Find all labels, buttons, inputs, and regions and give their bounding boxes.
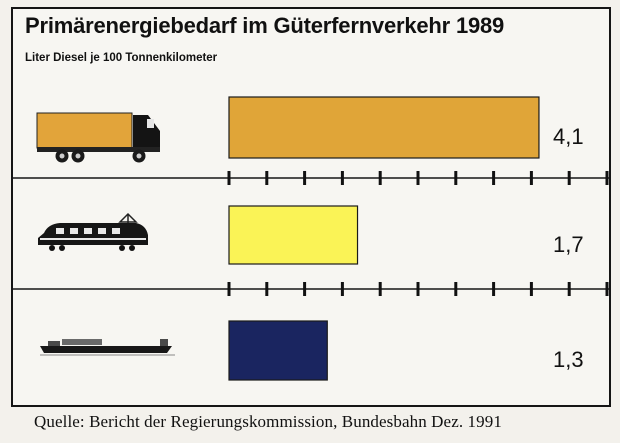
bar-bahn <box>229 206 358 264</box>
value-labels-layer <box>553 124 584 372</box>
truck-icon <box>37 113 160 163</box>
source-note: Quelle: Bericht der Regierungskommission, Bundesbahn Dez. 1991 <box>34 412 502 431</box>
barge-icon <box>40 339 175 355</box>
bars-layer <box>229 97 539 380</box>
value-label-bahn: 1,7 <box>553 231 584 257</box>
locomotive-icon <box>38 214 148 251</box>
value-label-binnenschiff: 1,3 <box>553 346 584 372</box>
bar-binnenschiff <box>229 321 327 380</box>
chart-subtitle: Liter Diesel je 100 Tonnenkilometer <box>25 52 218 64</box>
chart-title: Primärenergiebedarf im Güterfernverkehr 1989 <box>25 13 505 38</box>
value-label-lkw: 4,1 <box>553 123 584 149</box>
bar-lkw <box>229 97 539 158</box>
